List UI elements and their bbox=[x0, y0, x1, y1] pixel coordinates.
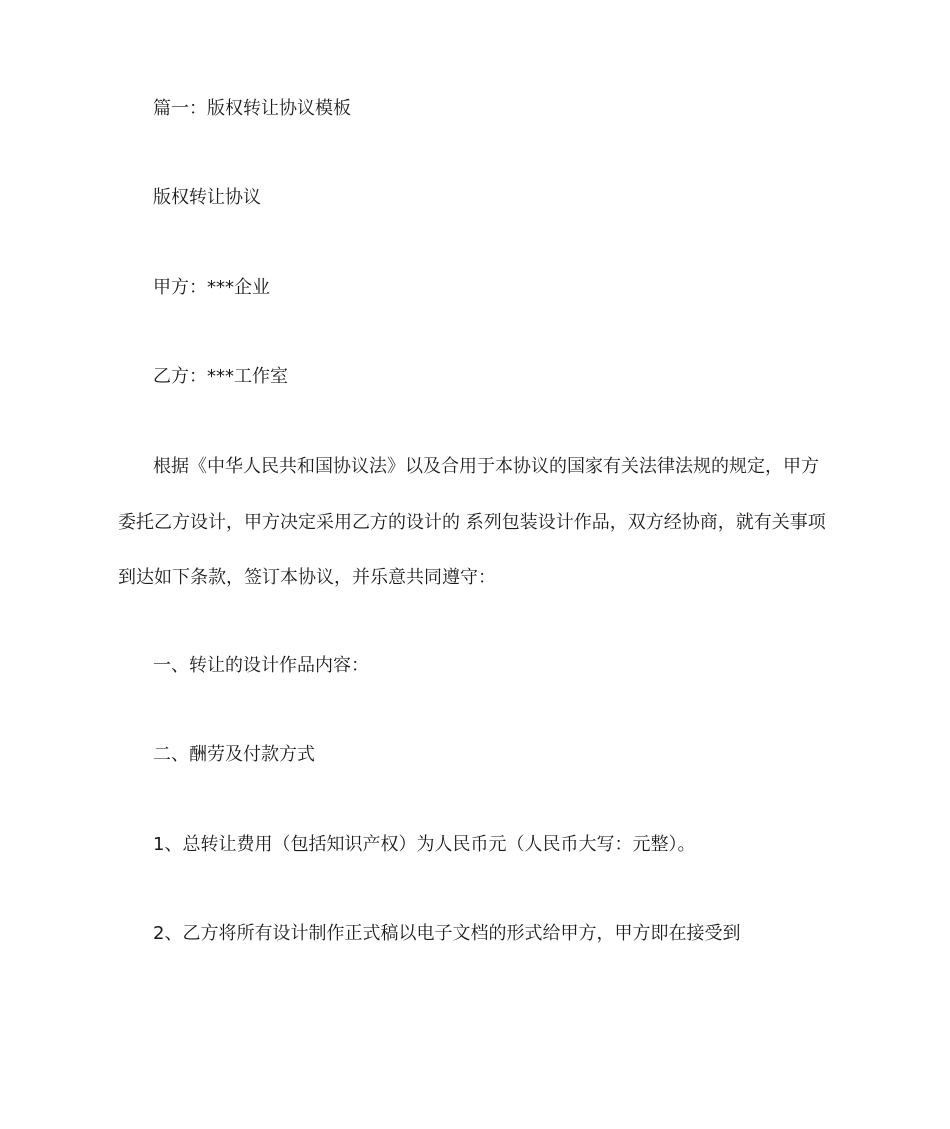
agreement-title: 版权转让协议 bbox=[153, 187, 261, 208]
clause-2: 2、乙方将所有设计制作正式稿以电子文档的形式给甲方，甲方即在接受到 bbox=[153, 923, 741, 944]
party-b-line: 乙方：***工作室 bbox=[153, 366, 288, 387]
intro-paragraph-line-1: 根据《中华人民共和国协议法》以及合用于本协议的国家有关法律法规的规定，甲方 bbox=[153, 456, 819, 477]
clause-1: 1、总转让费用（包括知识产权）为人民币元（人民币大写：元整）。 bbox=[153, 834, 696, 855]
intro-paragraph-line-3: 到达如下条款，签订本协议，并乐意共同遵守： bbox=[118, 567, 496, 588]
intro-paragraph-line-2: 委托乙方设计，甲方决定采用乙方的设计的 系列包装设计作品，双方经协商，就有关事项 bbox=[118, 512, 826, 533]
section-2-heading: 二、酬劳及付款方式 bbox=[153, 744, 315, 765]
section-1-heading: 一、转让的设计作品内容： bbox=[153, 655, 369, 676]
party-a-line: 甲方：***企业 bbox=[153, 277, 270, 298]
document-heading: 篇一：版权转让协议模板 bbox=[153, 98, 351, 119]
